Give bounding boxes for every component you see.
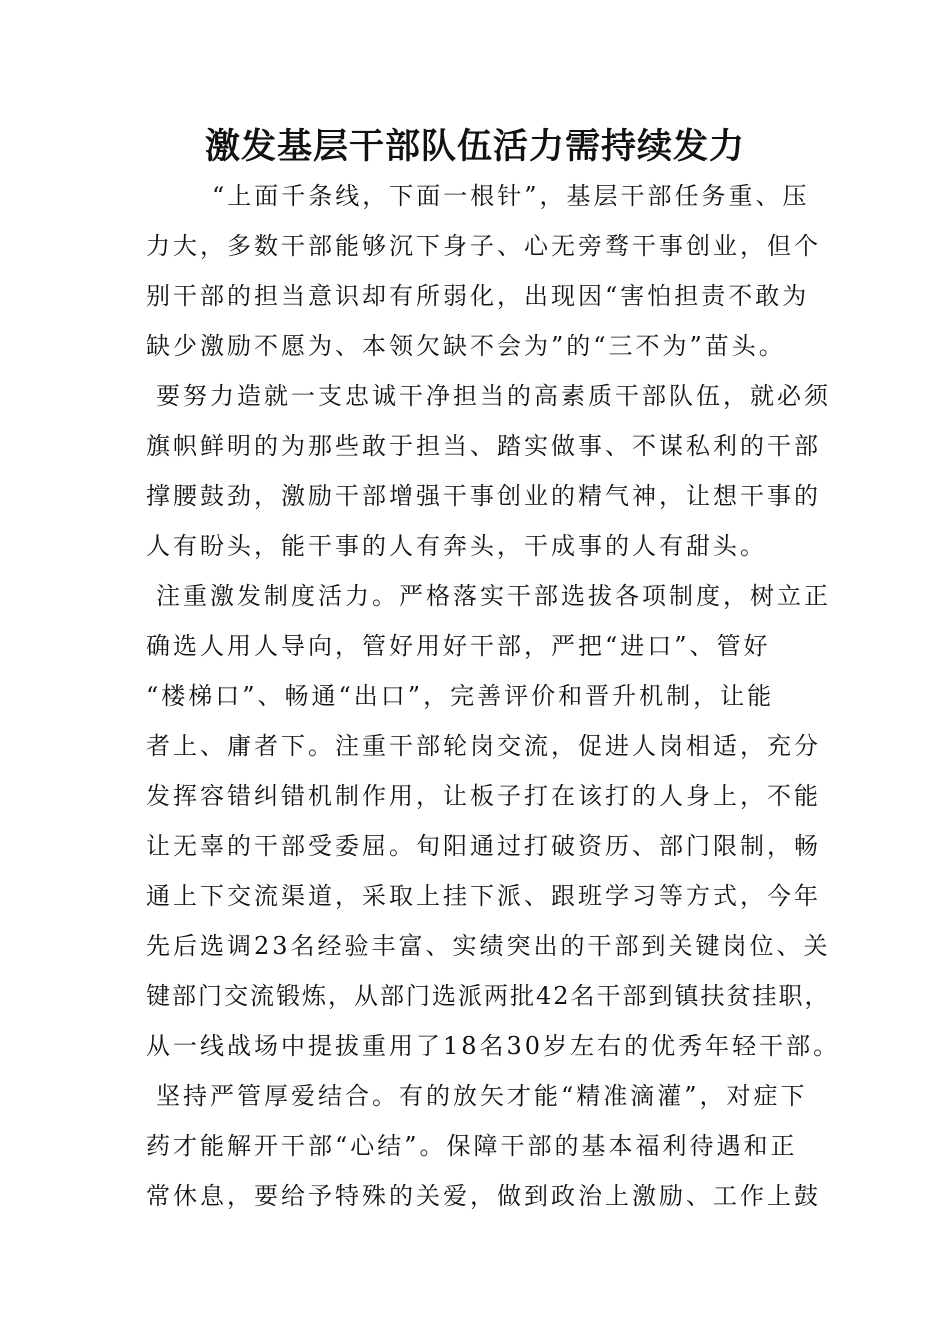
body-line: 坚持严管厚爱结合。有的放矢才能“精准滴灌”，对症下 (156, 1082, 808, 1110)
body-line: 缺少激励不愿为、本领欠缺不会为”的“三不为”苗头。 (146, 332, 786, 360)
body-line: 撑腰鼓劲，激励干部增强干事创业的精气神，让想干事的 (146, 482, 821, 510)
body-line: 先后选调23名经验丰富、实绩突出的干部到关键岗位、关 (146, 932, 831, 960)
document-title: 激发基层干部队伍活力需持续发力 (204, 126, 745, 167)
body-line: 从一线战场中提拔重用了18名30岁左右的优秀年轻干部。 (146, 1032, 841, 1060)
body-line: 键部门交流锻炼，从部门选派两批42名干部到镇扶贫挂职， (146, 982, 831, 1010)
body-line: 者上、庸者下。注重干部轮岗交流，促进人岗相适，充分 (146, 732, 821, 760)
body-line: 通上下交流渠道，采取上挂下派、跟班学习等方式，今年 (146, 882, 821, 910)
body-line: 常休息，要给予特殊的关爱，做到政治上激励、工作上鼓 (146, 1182, 821, 1210)
body-line: 要努力造就一支忠诚干净担当的高素质干部队伍，就必须 (156, 382, 831, 410)
body-line: 力大，多数干部能够沉下身子、心无旁骛干事创业，但个 (146, 232, 821, 260)
body-line: 确选人用人导向，管好用好干部，严把“进口”、管好 (146, 632, 771, 660)
body-line: 旗帜鲜明的为那些敢于担当、踏实做事、不谋私利的干部 (146, 432, 821, 460)
body-line: “楼梯口”、畅通“出口”，完善评价和晋升机制，让能 (146, 682, 775, 710)
body-line: 人有盼头，能干事的人有奔头，干成事的人有甜头。 (146, 532, 767, 560)
body-line: 注重激发制度活力。严格落实干部选拔各项制度，树立正 (156, 582, 831, 610)
body-line: 发挥容错纠错机制作用，让板子打在该打的人身上，不能 (146, 782, 821, 810)
body-line: “上面千条线，下面一根针”，基层干部任务重、压 (212, 182, 810, 210)
body-line: 药才能解开干部“心结”。保障干部的基本福利待遇和正 (146, 1132, 798, 1160)
body-line: 让无辜的干部受委屈。旬阳通过打破资历、部门限制，畅 (146, 832, 821, 860)
body-line: 别干部的担当意识却有所弱化，出现因“害怕担责不敢为 (146, 282, 810, 310)
